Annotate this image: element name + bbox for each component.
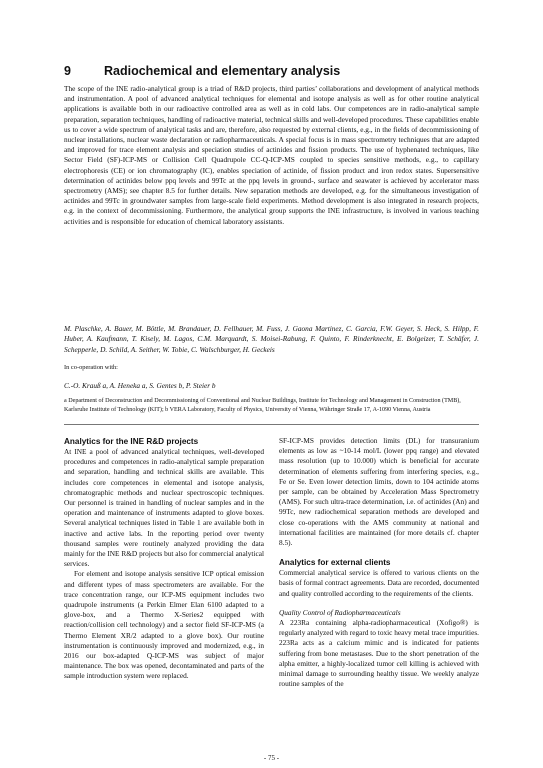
spacer: [279, 548, 479, 557]
right-column: [279, 436, 479, 689]
paragraph: Commercial analytical service is offered to various clients on the basis of formal contract agreements. Data are recorded, documented and quality controlled according to the requirements of the clients.: [279, 568, 479, 598]
paragraph: A 223Ra containing alpha-radiopharmaceutical (Xofigo®) is regularly analyzed with regard to toxic heavy metal trace impurities. 223Ra acts as a calcium mimic and is indicated for patients suffering from bone metastases. Due to the short penetration of the alpha emitter, a highly-localized tumor cell killing is achieved with minimal damage to surrounding healthy tissue. We weekly analyze routine samples of the: [279, 618, 479, 689]
author-list: M. Plaschke, A. Bauer, M. Böttle, M. Brandauer, D. Fellhauer, M. Fuss, J. Gaona Martinez, C. Garcia, F.W. Geyer, S. Heck, S. Hilpp, F. Huber, A. Kaufmann, T. Kisely, M. Lagos, C.M. Marquardt, S. Moisei-Rabung, F. Quinto, F. Rinderknecht, E. Bolgeizer, T. Schäfer, J. Schepperle, D. Schild, A. Seither, W. Tobie, C. Walschburger, H. Geckeis: [64, 324, 479, 354]
affiliations: a Department of Deconstruction and Decommissioning of Conventional and Nuclear Buildings, Institute for Technology and Management in Construction (TMB), Karlsruhe Institute of Technology (KIT); b VERA Laboratory, Faculty of Physics, University of Vienna, Währinger Straße 17, A-1090 Vienna, Austria: [64, 398, 461, 413]
page-number: - 75 -: [263, 754, 280, 762]
cooperation-label: In co-operation with:: [64, 364, 118, 371]
section-divider: [64, 424, 479, 425]
chapter-title: Radiochemical and elementary analysis: [104, 64, 341, 78]
paragraph: At INE a pool of advanced analytical techniques, well-developed procedures and competences in radio-analytical sample preparation and separation, handling and technical skills are available. This includes core competences in elemental and isotope analysis, chromatographic methods and nuclear spectroscopic techniques. Our personnel is trained in handling of nuclear samples and in the operation and maintenance of instruments adapted to glove boxes. Several analytical techniques listed in Table 1 are available both in inactive and active labs. In the reporting period over twenty thousand samples were routinely analyzed providing the data mainly for the INE R&D projects but also for commercial analytical services.: [64, 447, 264, 569]
left-column: [64, 436, 264, 682]
paragraph: For element and isotope analysis sensitive ICP optical emission and different types of mass spectrometers are available. For the trace concentration range, our ICP-MS equipment includes two quadrupole instruments (a Perkin Elmer Elan 6100 adapted to a glove-box, and a Thermo X-Series2 equipped with reaction/collision cell technology) and a sector field SF-ICP-MS (a Thermo Element XR/2 adapted to a glove box). Our routine instrumentation is continuously improved and modernized, e.g., in 2016 our box-adapted Q-ICP-MS was subject of major maintenance. The box was opened, decontaminated and parts of the sample introduction system were replaced.: [64, 569, 264, 681]
spacer: [279, 599, 479, 608]
subsection-heading-quality-control: Quality Control of Radiopharmaceuticals: [279, 607, 401, 617]
paragraph: SF-ICP-MS provides detection limits (DL) for transuranium elements as low as ~10-14 mol/L (lower ppq range) and elevated mass resolution (up to 10.000) which is beneficial for accurate determination of elements suffering from interfering species, e.g., Fe or Se. Even lower detection limits, down to 104 actinide atoms per sample, can be obtained by Acceleration Mass Spectrometry (AMS). For such ultra-trace determination, i.e. of actinides (An) and 99Tc, new radiochemical separation methods are developed and close co-operations with the AMS community at national and international facilities are maintained (for more details cf. chapter 8.5).: [279, 436, 479, 548]
section-heading-ine-projects: Analytics for the INE R&D projects: [64, 437, 199, 446]
cooperation-authors: C.-O. Krauß a, A. Heneka a, S. Gentes b, P. Steier b: [64, 381, 216, 390]
chapter-number: 9: [64, 64, 71, 78]
section-heading-external-clients: Analytics for external clients: [279, 558, 391, 568]
chapter-abstract: The scope of the INE radio-analytical group is a triad of R&D projects, third parties’ collaborations and development of analytical methods and instrumentation. A pool of advanced analytical techniques for elemental and isotope analysis as well as for other routine analytical applications is available both in our radioactive controlled area as well as in cold labs. Our competences are in radio-analytical sample preparation, separation techniques, handling of radioactive material, technical skills and well-developed procedures. These capabilities enable us to cover a wide spectrum of analytical tasks and are, therefore, also requested by external clients, e.g., in the fields of decommissioning of nuclear installations, nuclear waste declaration or radiopharmaceuticals. A special focus is in mass spectrometry techniques that are adapted and improved for trace element analysis and speciation studies of actinides and fission products. The use of hyphenated techniques, like Sector Field (SF)-ICP-MS or Collision Cell Quadrupole CC-Q-ICP-MS coupled to species sensitive methods, e.g., to capillary electrophoresis (CE) or ion chromatography (IC), enables speciation of actinide, of fission product and iron redox states. Supersensitive determination of actinides below ppq levels and 99Tc at the ppq levels in ground-, surface and seawater is achieved by accelerator mass spectrometry (AMS); see chapter 8.5 for further details. New separation methods are developed, e.g. for the simultaneous investigation of actinides and 99Tc in groundwater samples from large-scale field experiments. Method development is also integrated in research projects, e.g. in the context of decommissioning. Furthermore, the analytical group supports the INE infrastructure, is involved in various teaching activities and is responsible for education of chemical laboratory assistants.: [64, 84, 479, 226]
